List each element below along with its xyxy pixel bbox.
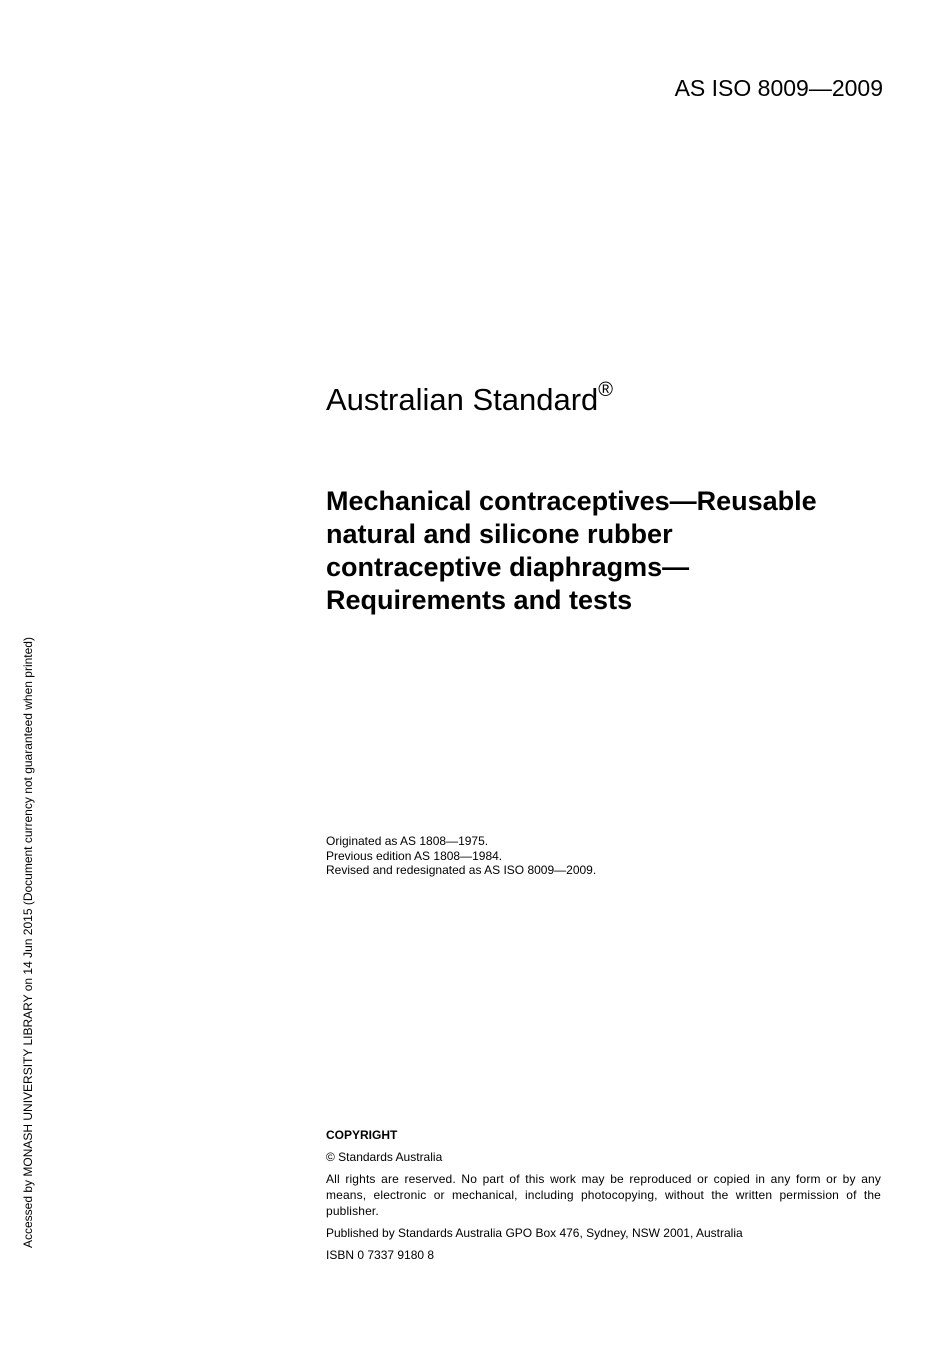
title-line: Mechanical contraceptives—Reusable bbox=[326, 486, 817, 516]
standard-type-heading bbox=[326, 380, 613, 420]
standard-number: AS ISO 8009—2009 bbox=[674, 75, 883, 101]
standard-type-label: Australian Standard bbox=[326, 382, 599, 417]
document-title bbox=[326, 485, 896, 617]
copyright-block bbox=[326, 1127, 881, 1263]
title-line: Requirements and tests bbox=[326, 585, 633, 615]
access-watermark: Accessed by MONASH UNIVERSITY LIBRARY on 14 Jun 2015 (Document currency not guaranteed when printed) bbox=[21, 637, 35, 1248]
history-line: Originated as AS 1808—1975. bbox=[326, 834, 489, 848]
isbn: ISBN 0 7337 9180 8 bbox=[326, 1248, 435, 1262]
publisher-info: Published by Standards Australia GPO Box 476, Sydney, NSW 2001, Australia bbox=[326, 1226, 743, 1240]
rights-statement: All rights are reserved. No part of this work may be reproduced or copied in any form or by any means, electronic or mechanical, including photocopying, without the written permission of the publisher. bbox=[326, 1172, 881, 1218]
history-line: Revised and redesignated as AS ISO 8009—2009. bbox=[326, 863, 597, 878]
copyright-heading: COPYRIGHT bbox=[326, 1128, 398, 1142]
copyright-owner: © Standards Australia bbox=[326, 1150, 443, 1164]
history-line: Previous edition AS 1808—1984. bbox=[326, 848, 503, 863]
publication-history bbox=[326, 834, 596, 878]
title-line: natural and silicone rubber bbox=[326, 519, 673, 549]
registered-mark: ® bbox=[598, 379, 614, 401]
title-line: contraceptive diaphragms— bbox=[326, 552, 690, 582]
